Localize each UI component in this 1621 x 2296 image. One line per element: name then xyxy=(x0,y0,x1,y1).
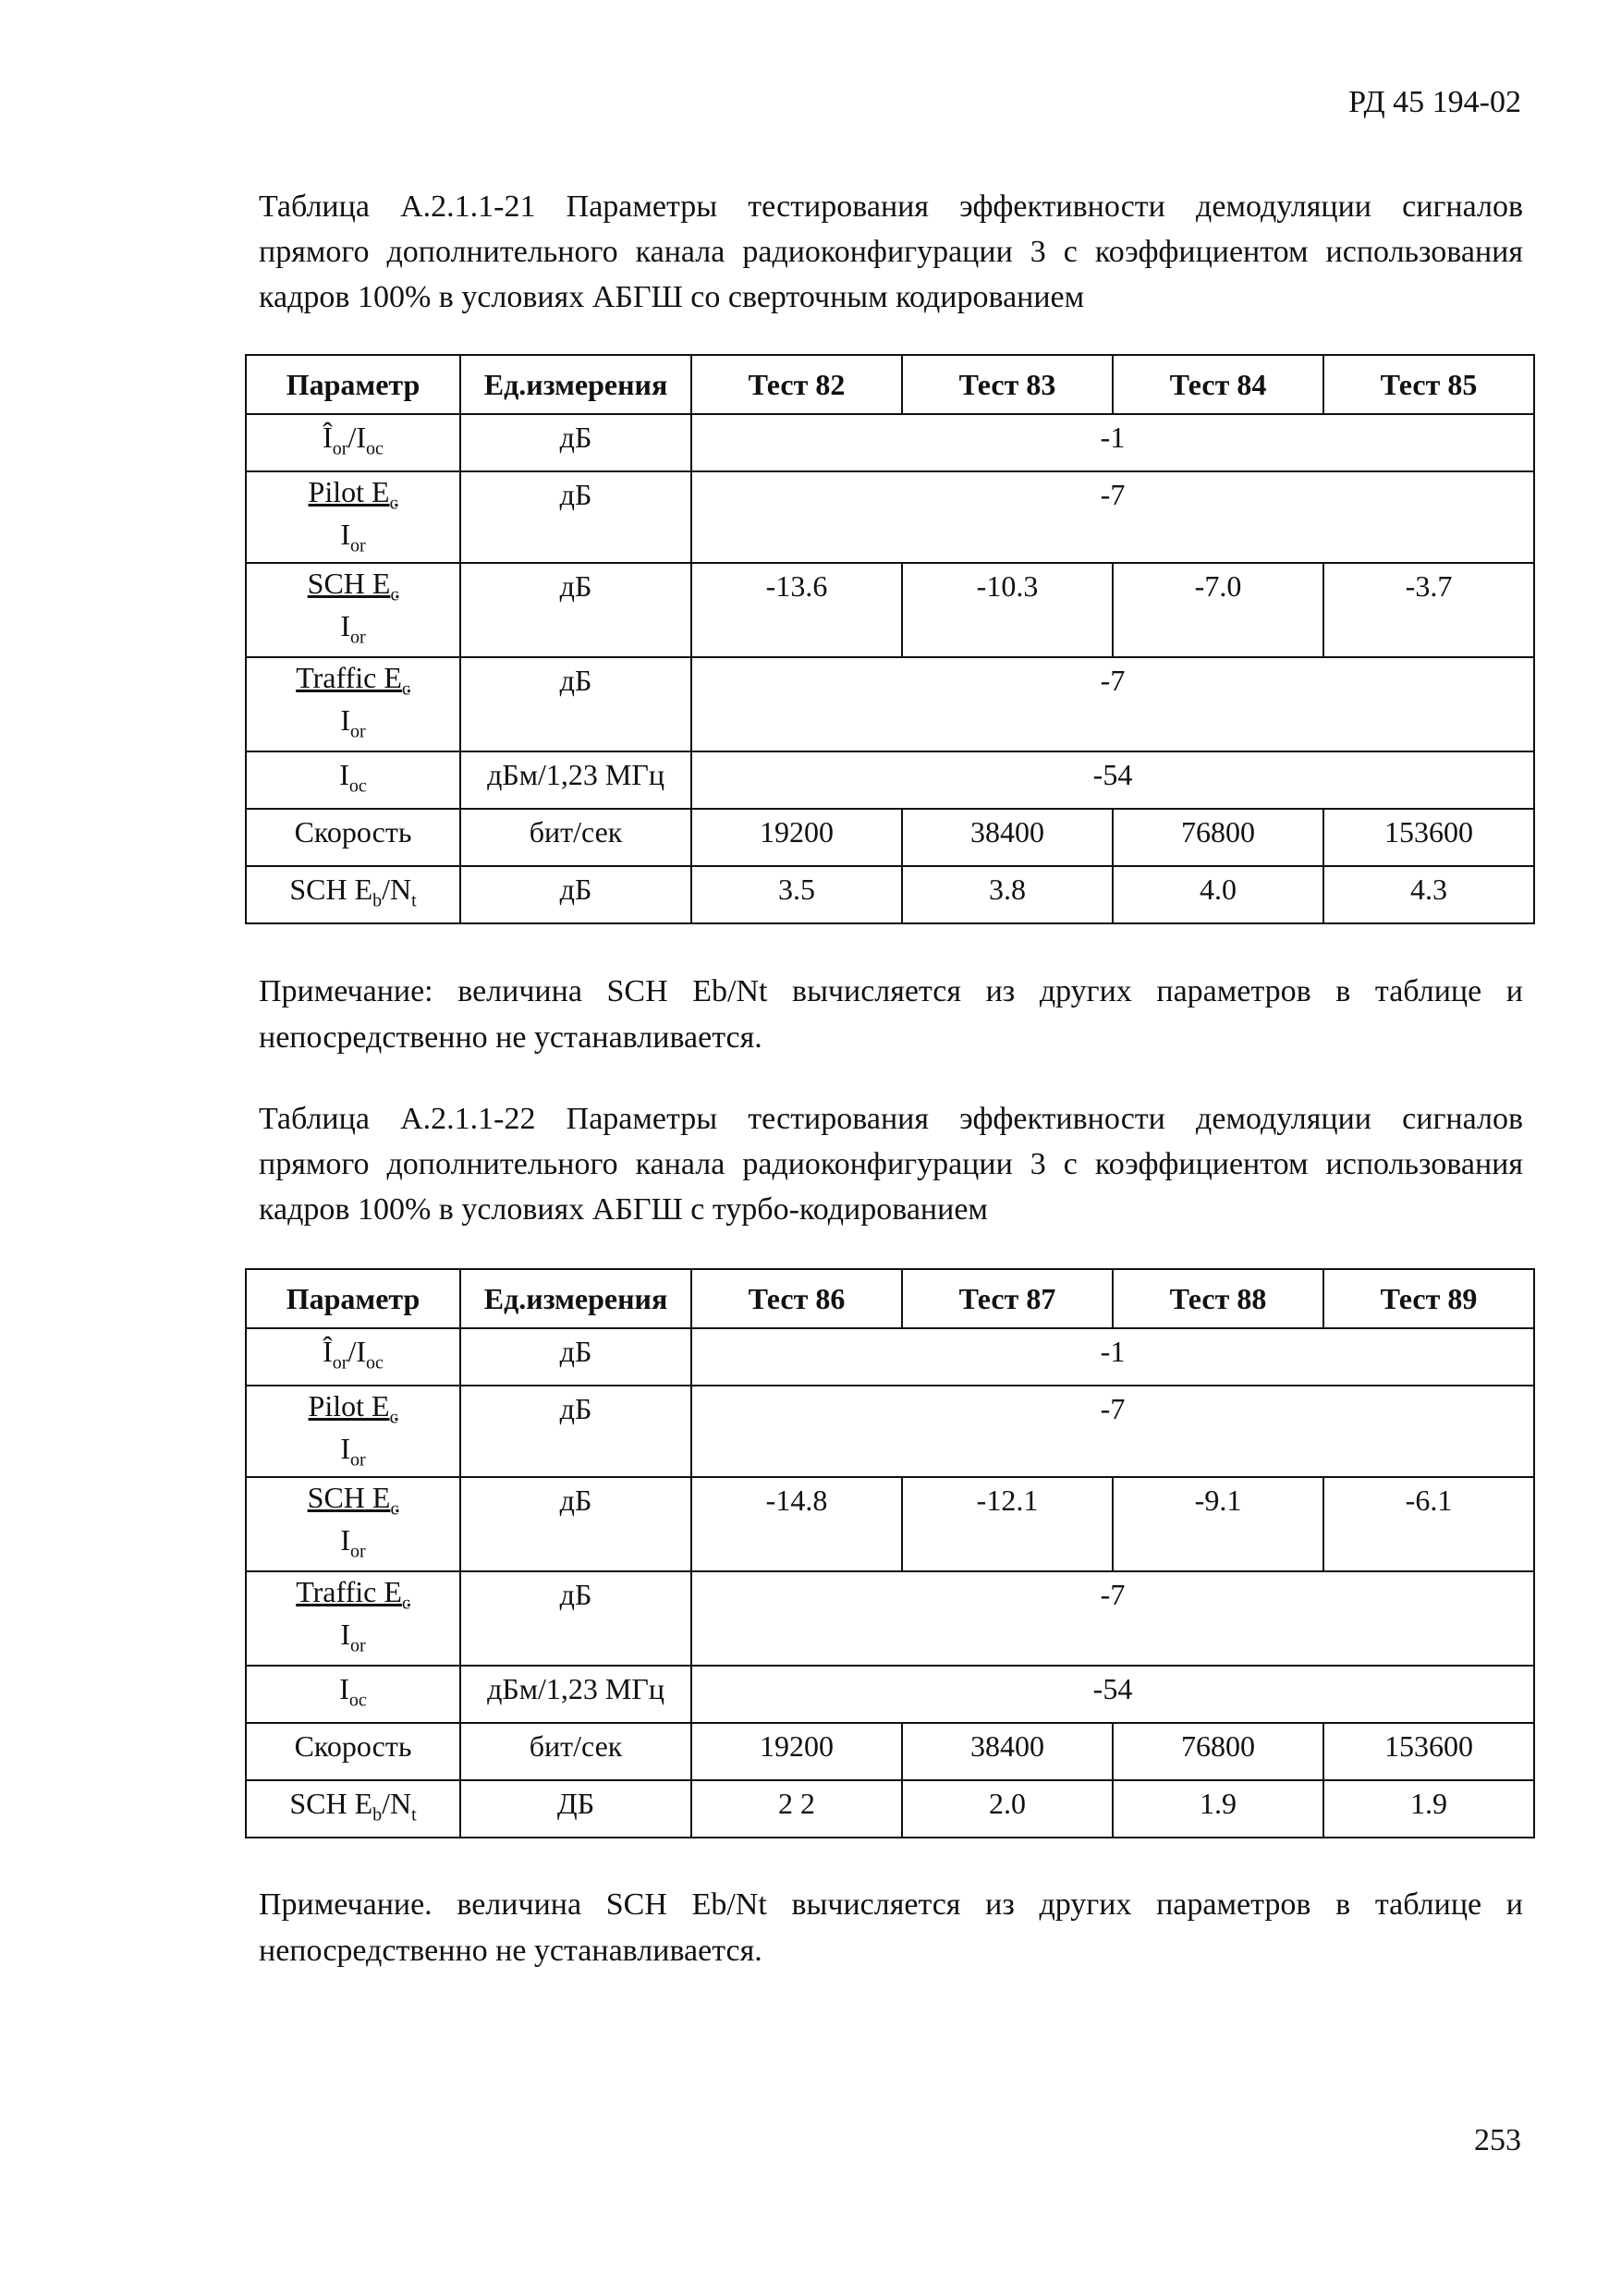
table2-caption xyxy=(259,1096,1523,1232)
table-row xyxy=(246,1780,1534,1838)
caption-line: Таблица А.2.1.1-22 Параметры тестирования эффективности демодуляции сигналов xyxy=(259,1102,1523,1136)
param-cell: Скорость xyxy=(246,1723,460,1780)
value-cell: 2 2 xyxy=(691,1780,902,1838)
param-cell: $\frac{Pilot E_c}{I_{or}}$ xyxy=(246,471,460,563)
value-cell: 1.9 xyxy=(1113,1780,1323,1838)
param-cell: $Î_{or}/I_{oc}$ xyxy=(246,1328,460,1386)
value-cell: 4.3 xyxy=(1323,866,1534,923)
value-cell: 2.0 xyxy=(902,1780,1113,1838)
page-number: 253 xyxy=(1474,2123,1521,2157)
value-cell: 76800 xyxy=(1113,1723,1323,1780)
caption-line: прямого дополнительного канала радиоконфигурации 3 с коэффициентом использования xyxy=(259,235,1523,269)
value-cell: 19200 xyxy=(691,1723,902,1780)
column-header: Параметр xyxy=(246,1269,460,1328)
unit-cell: ДБ xyxy=(460,1780,691,1838)
table-row xyxy=(246,1666,1534,1723)
value-cell: 19200 xyxy=(691,809,902,866)
table-row xyxy=(246,414,1534,471)
value-cell: -7 xyxy=(691,471,1534,563)
param-cell: $\frac{SCH E_c}{I_{or}}$ xyxy=(246,563,460,657)
note-line: непосредственно не устанавливается. xyxy=(259,1020,762,1055)
unit-cell: дБ xyxy=(460,1571,691,1666)
caption-line: Таблица А.2.1.1-21 Параметры тестирования эффективности демодуляции сигналов xyxy=(259,189,1523,224)
caption-line: кадров 100% в условиях АБГШ с турбо-кодированием xyxy=(259,1192,988,1227)
column-header: Тест 85 xyxy=(1323,355,1534,414)
table-row xyxy=(246,1328,1534,1386)
table-row xyxy=(246,1386,1534,1477)
unit-cell: бит/сек xyxy=(460,1723,691,1780)
value-cell: -13.6 xyxy=(691,563,902,657)
table2-note xyxy=(259,1882,1523,1974)
unit-cell: дБ xyxy=(460,1386,691,1477)
param-cell: $I_{oc}$ xyxy=(246,1666,460,1723)
value-cell: -7 xyxy=(691,1571,1534,1666)
table2 xyxy=(245,1268,1535,1838)
value-cell: -10.3 xyxy=(902,563,1113,657)
table-row xyxy=(246,657,1534,751)
param-cell: Скорость xyxy=(246,809,460,866)
note-line: Примечание. величина SCH Eb/Nt вычисляется из других параметров в таблице и xyxy=(259,1887,1523,1922)
caption-line: кадров 100% в условиях АБГШ со сверточным кодированием xyxy=(259,280,1085,314)
unit-cell: дБ xyxy=(460,1328,691,1386)
caption-line: прямого дополнительного канала радиоконфигурации 3 с коэффициентом использования xyxy=(259,1147,1523,1181)
column-header: Тест 89 xyxy=(1323,1269,1534,1328)
param-cell: $\frac{Traffic E_c}{I_{or}}$ xyxy=(246,1571,460,1666)
value-cell: 38400 xyxy=(902,809,1113,866)
unit-cell: дБм/1,23 МГц xyxy=(460,751,691,809)
table-row xyxy=(246,1477,1534,1571)
value-cell: 153600 xyxy=(1323,1723,1534,1780)
value-cell: -7.0 xyxy=(1113,563,1323,657)
table-row xyxy=(246,1723,1534,1780)
table-row xyxy=(246,866,1534,923)
value-cell: -54 xyxy=(691,751,1534,809)
table-header-row xyxy=(246,355,1534,414)
value-cell: 153600 xyxy=(1323,809,1534,866)
unit-cell: дБ xyxy=(460,414,691,471)
value-cell: 3.8 xyxy=(902,866,1113,923)
table-row xyxy=(246,563,1534,657)
column-header: Тест 84 xyxy=(1113,355,1323,414)
value-cell: -54 xyxy=(691,1666,1534,1723)
unit-cell: дБ xyxy=(460,657,691,751)
param-cell: $\frac{Pilot E_c}{I_{or}}$ xyxy=(246,1386,460,1477)
value-cell: -7 xyxy=(691,1386,1534,1477)
table1 xyxy=(245,354,1535,924)
document-code: РД 45 194-02 xyxy=(1348,85,1521,119)
column-header: Тест 82 xyxy=(691,355,902,414)
column-header: Тест 87 xyxy=(902,1269,1113,1328)
column-header: Ед.измерения xyxy=(460,355,691,414)
value-cell: -1 xyxy=(691,414,1534,471)
value-cell: -14.8 xyxy=(691,1477,902,1571)
unit-cell: дБ xyxy=(460,563,691,657)
param-cell: $\frac{Traffic E_c}{I_{or}}$ xyxy=(246,657,460,751)
param-cell: $I_{oc}$ xyxy=(246,751,460,809)
value-cell: -6.1 xyxy=(1323,1477,1534,1571)
column-header: Ед.измерения xyxy=(460,1269,691,1328)
table-row xyxy=(246,471,1534,563)
unit-cell: дБ xyxy=(460,866,691,923)
unit-cell: дБм/1,23 МГц xyxy=(460,1666,691,1723)
table-row xyxy=(246,751,1534,809)
column-header: Тест 83 xyxy=(902,355,1113,414)
table1-caption xyxy=(259,184,1523,320)
param-cell: $\frac{SCH E_c}{I_{or}}$ xyxy=(246,1477,460,1571)
column-header: Параметр xyxy=(246,355,460,414)
note-line: непосредственно не устанавливается. xyxy=(259,1934,762,1968)
unit-cell: бит/сек xyxy=(460,809,691,866)
column-header: Тест 88 xyxy=(1113,1269,1323,1328)
unit-cell: дБ xyxy=(460,471,691,563)
value-cell: 3.5 xyxy=(691,866,902,923)
value-cell: -3.7 xyxy=(1323,563,1534,657)
value-cell: 1.9 xyxy=(1323,1780,1534,1838)
table-row xyxy=(246,809,1534,866)
param-cell: $Î_{or}/I_{oc}$ xyxy=(246,414,460,471)
table-row xyxy=(246,1571,1534,1666)
table-header-row xyxy=(246,1269,1534,1328)
unit-cell: дБ xyxy=(460,1477,691,1571)
value-cell: 76800 xyxy=(1113,809,1323,866)
value-cell: -7 xyxy=(691,657,1534,751)
value-cell: 4.0 xyxy=(1113,866,1323,923)
column-header: Тест 86 xyxy=(691,1269,902,1328)
value-cell: -1 xyxy=(691,1328,1534,1386)
value-cell: 38400 xyxy=(902,1723,1113,1780)
value-cell: -12.1 xyxy=(902,1477,1113,1571)
table1-note xyxy=(259,969,1523,1061)
param-cell: SCH $E_b/N_t$ xyxy=(246,866,460,923)
note-line: Примечание: величина SCH Eb/Nt вычисляется из других параметров в таблице и xyxy=(259,974,1523,1008)
value-cell: -9.1 xyxy=(1113,1477,1323,1571)
param-cell: SCH $E_b/N_t$ xyxy=(246,1780,460,1838)
